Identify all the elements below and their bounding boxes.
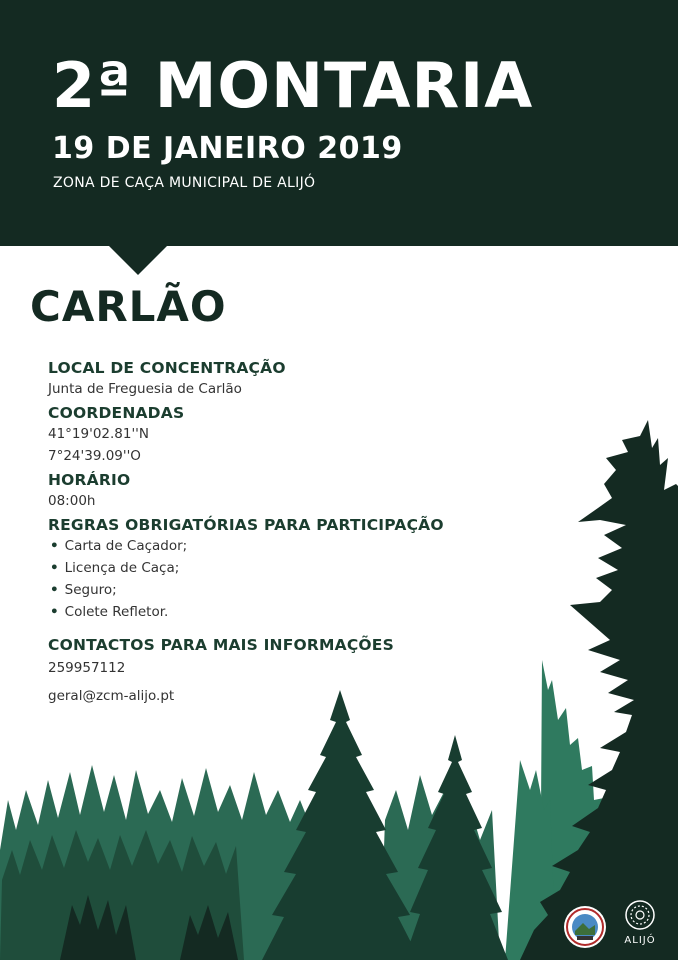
list-item: • Carta de Caçador; [50, 535, 488, 557]
event-title: 2ª MONTARIA [52, 49, 534, 122]
latitude-value: 41°19'02.81''N [48, 426, 149, 442]
schedule-value: 08:00h [48, 493, 96, 509]
meeting-point-value: Junta de Freguesia de Carlão [48, 381, 242, 397]
meeting-point-label: LOCAL DE CONCENTRAÇÃO [48, 359, 286, 377]
rules-label: REGRAS OBRIGATÓRIAS PARA PARTICIPAÇÃO [48, 516, 444, 534]
alijo-logo-text: ALIJÓ [624, 935, 656, 946]
list-item: • Colete Refletor. [50, 601, 488, 623]
longitude-value: 7°24'39.09''O [48, 448, 141, 464]
schedule-label: HORÁRIO [48, 471, 131, 489]
event-date: 19 DE JANEIRO 2019 [52, 131, 403, 166]
coordinates-label: COORDENADAS [48, 404, 185, 422]
email-link[interactable]: geral@zcm-alijo.pt [48, 688, 175, 704]
hunting-zone: ZONA DE CAÇA MUNICIPAL DE ALIJÓ [53, 175, 316, 191]
alijo-municipality-logo [617, 897, 663, 953]
hunting-association-logo [563, 905, 607, 949]
list-item: • Licença de Caça; [50, 557, 488, 579]
rules-list [48, 535, 488, 623]
contacts-label: CONTACTOS PARA MAIS INFORMAÇÕES [48, 636, 394, 654]
location-title: CARLÃO [30, 282, 227, 331]
event-details [48, 358, 488, 707]
list-item: • Seguro; [50, 579, 488, 601]
phone-number[interactable]: 259957112 [48, 660, 126, 676]
